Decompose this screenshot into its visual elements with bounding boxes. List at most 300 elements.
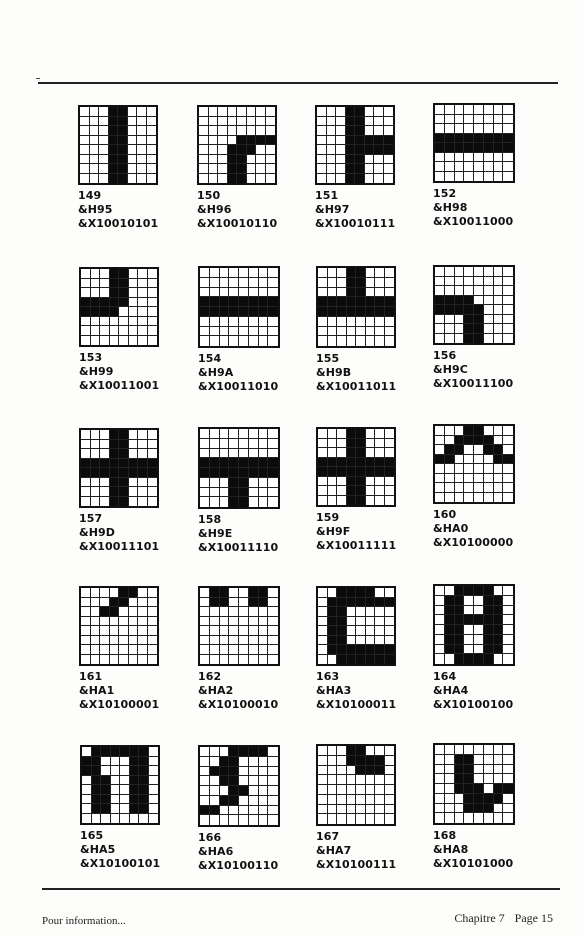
glyph-pixel <box>494 483 504 493</box>
glyph-pixel <box>347 439 357 449</box>
glyph-pixel <box>365 164 375 174</box>
glyph-pixel <box>81 317 91 327</box>
glyph-pixel <box>239 598 249 608</box>
glyph-pixel <box>268 655 278 665</box>
glyph-pixel <box>385 775 395 785</box>
glyph-pixel <box>82 814 92 824</box>
glyph-pixel <box>435 813 445 823</box>
glyph-pixel <box>268 626 278 636</box>
glyph-pixel <box>110 449 120 459</box>
glyph-pixel <box>455 464 465 474</box>
glyph-pixel <box>503 115 513 125</box>
glyph-pixel <box>81 298 91 308</box>
glyph-pixel <box>318 766 328 776</box>
glyph-pixel <box>318 486 328 496</box>
glyph-pixel <box>455 296 465 306</box>
glyph-pixel <box>494 115 504 125</box>
glyph-pixel <box>455 483 465 493</box>
glyph-pixel <box>445 615 455 625</box>
glyph-pixel <box>268 307 278 317</box>
glyph-pixel <box>484 277 494 287</box>
glyph-pixel <box>256 155 266 165</box>
glyph-pixel <box>220 626 230 636</box>
glyph-pixel <box>356 307 366 317</box>
glyph-pixel <box>110 468 120 478</box>
glyph-pixel <box>210 278 220 288</box>
glyph-pixel <box>139 795 149 805</box>
character-cell <box>198 427 298 555</box>
char-code: 159 <box>316 511 340 524</box>
glyph-pixel <box>455 445 465 455</box>
glyph-pixel <box>455 813 465 823</box>
glyph-pixel <box>91 459 101 469</box>
glyph-pixel <box>503 124 513 134</box>
glyph-pixel <box>148 326 158 336</box>
glyph-pixel <box>337 655 347 665</box>
glyph-pixel <box>259 786 269 796</box>
glyph-pixel <box>119 459 129 469</box>
glyph-pixel <box>455 455 465 465</box>
char-code: 164 <box>433 670 457 683</box>
glyph-pixel <box>385 297 395 307</box>
glyph-pixel <box>455 286 465 296</box>
glyph-pixel <box>328 336 338 346</box>
glyph-pixel <box>464 124 474 134</box>
glyph-pixel <box>503 455 513 465</box>
char-hex: &H9B <box>316 366 352 379</box>
glyph-grid <box>316 266 396 348</box>
glyph-pixel <box>249 796 259 806</box>
glyph-pixel <box>220 488 230 498</box>
glyph-pixel <box>385 746 395 756</box>
glyph-pixel <box>92 776 102 786</box>
glyph-pixel <box>503 436 513 446</box>
glyph-pixel <box>385 655 395 665</box>
glyph-pixel <box>239 636 249 646</box>
glyph-pixel <box>110 588 120 598</box>
glyph-pixel <box>218 164 228 174</box>
glyph-pixel <box>210 607 220 617</box>
glyph-pixel <box>91 298 101 308</box>
glyph-pixel <box>347 746 357 756</box>
glyph-pixel <box>118 164 128 174</box>
glyph-pixel <box>328 317 338 327</box>
glyph-pixel <box>210 497 220 507</box>
glyph-pixel <box>239 815 249 825</box>
glyph-pixel <box>356 645 366 655</box>
glyph-pixel <box>474 286 484 296</box>
glyph-pixel <box>328 805 338 815</box>
glyph-pixel <box>239 626 249 636</box>
glyph-pixel <box>128 164 138 174</box>
glyph-pixel <box>91 645 101 655</box>
glyph-pixel <box>435 334 445 344</box>
glyph-pixel <box>118 117 128 127</box>
glyph-pixel <box>220 607 230 617</box>
character-cell <box>433 743 533 871</box>
glyph-pixel <box>268 806 278 816</box>
glyph-pixel <box>484 813 494 823</box>
glyph-pixel <box>239 645 249 655</box>
glyph-pixel <box>200 297 210 307</box>
glyph-pixel <box>138 478 148 488</box>
glyph-pixel <box>229 617 239 627</box>
glyph-pixel <box>385 814 395 824</box>
glyph-pixel <box>210 598 220 608</box>
glyph-pixel <box>328 486 338 496</box>
glyph-pixel <box>148 336 158 346</box>
glyph-pixel <box>129 317 139 327</box>
glyph-pixel <box>366 486 376 496</box>
glyph-pixel <box>328 467 338 477</box>
glyph-pixel <box>455 153 465 163</box>
glyph-pixel <box>455 162 465 172</box>
glyph-pixel <box>109 145 119 155</box>
glyph-pixel <box>81 617 91 627</box>
glyph-pixel <box>91 617 101 627</box>
glyph-pixel <box>356 336 366 346</box>
glyph-pixel <box>119 279 129 289</box>
glyph-pixel <box>484 483 494 493</box>
glyph-pixel <box>385 327 395 337</box>
glyph-pixel <box>347 785 357 795</box>
glyph-pixel <box>474 153 484 163</box>
glyph-pixel <box>229 776 239 786</box>
glyph-pixel <box>129 459 139 469</box>
glyph-pixel <box>218 174 228 184</box>
glyph-pixel <box>110 288 120 298</box>
glyph-pixel <box>356 766 366 776</box>
char-bin: &X10010101 <box>78 217 159 230</box>
glyph-pixel <box>484 794 494 804</box>
glyph-grid <box>198 745 280 827</box>
glyph-pixel <box>455 426 465 436</box>
glyph-pixel <box>100 468 110 478</box>
glyph-pixel <box>259 488 269 498</box>
glyph-pixel <box>129 336 139 346</box>
glyph-pixel <box>347 814 357 824</box>
glyph-pixel <box>148 269 158 279</box>
glyph-pixel <box>268 767 278 777</box>
glyph-pixel <box>118 136 128 146</box>
glyph-pixel <box>229 458 239 468</box>
glyph-pixel <box>220 796 230 806</box>
glyph-pixel <box>147 107 157 117</box>
glyph-pixel <box>200 815 210 825</box>
glyph-pixel <box>328 429 338 439</box>
glyph-pixel <box>385 307 395 317</box>
glyph-pixel <box>464 334 474 344</box>
glyph-pixel <box>375 429 385 439</box>
glyph-pixel <box>474 324 484 334</box>
glyph-pixel <box>259 626 269 636</box>
glyph-pixel <box>374 164 384 174</box>
glyph-pixel <box>100 588 110 598</box>
glyph-pixel <box>464 464 474 474</box>
glyph-pixel <box>92 766 102 776</box>
glyph-pixel <box>494 784 504 794</box>
char-bin: &X10011000 <box>433 215 514 228</box>
glyph-pixel <box>445 464 455 474</box>
glyph-pixel <box>210 429 220 439</box>
glyph-pixel <box>259 747 269 757</box>
glyph-pixel <box>82 804 92 814</box>
glyph-pixel <box>366 795 376 805</box>
glyph-pixel <box>220 786 230 796</box>
glyph-pixel <box>328 626 338 636</box>
glyph-pixel <box>220 439 230 449</box>
glyph-pixel <box>91 326 101 336</box>
glyph-pixel <box>484 606 494 616</box>
glyph-pixel <box>494 445 504 455</box>
glyph-pixel <box>365 174 375 184</box>
glyph-pixel <box>120 785 130 795</box>
glyph-pixel <box>484 745 494 755</box>
character-cell <box>316 586 416 712</box>
glyph-pixel <box>455 804 465 814</box>
glyph-pixel <box>484 286 494 296</box>
char-hex: &HA2 <box>198 684 234 697</box>
glyph-pixel <box>503 315 513 325</box>
glyph-pixel <box>366 775 376 785</box>
glyph-pixel <box>445 445 455 455</box>
glyph-pixel <box>484 134 494 144</box>
glyph-pixel <box>266 164 276 174</box>
glyph-pixel <box>385 288 395 298</box>
glyph-pixel <box>220 449 230 459</box>
char-bin: &X10011110 <box>198 541 279 554</box>
glyph-pixel <box>228 126 238 136</box>
glyph-pixel <box>494 755 504 765</box>
glyph-pixel <box>111 804 121 814</box>
glyph-pixel <box>484 124 494 134</box>
glyph-pixel <box>130 766 140 776</box>
character-cell <box>197 105 297 231</box>
glyph-pixel <box>259 617 269 627</box>
glyph-pixel <box>375 795 385 805</box>
glyph-pixel <box>346 145 356 155</box>
glyph-pixel <box>229 478 239 488</box>
glyph-pixel <box>200 655 210 665</box>
glyph-pixel <box>229 786 239 796</box>
glyph-pixel <box>220 655 230 665</box>
glyph-pixel <box>494 267 504 277</box>
glyph-pixel <box>337 268 347 278</box>
glyph-pixel <box>356 588 366 598</box>
glyph-pixel <box>259 645 269 655</box>
glyph-pixel <box>256 145 266 155</box>
glyph-pixel <box>445 105 455 115</box>
char-bin: &X10100110 <box>198 859 279 872</box>
glyph-pixel <box>118 174 128 184</box>
glyph-pixel <box>100 645 110 655</box>
glyph-pixel <box>249 317 259 327</box>
glyph-pixel <box>347 626 357 636</box>
glyph-pixel <box>503 606 513 616</box>
glyph-pixel <box>385 607 395 617</box>
glyph-pixel <box>474 784 484 794</box>
glyph-pixel <box>110 317 120 327</box>
glyph-pixel <box>200 617 210 627</box>
glyph-pixel <box>464 606 474 616</box>
glyph-pixel <box>239 307 249 317</box>
glyph-pixel <box>148 430 158 440</box>
glyph-pixel <box>99 117 109 127</box>
glyph-pixel <box>356 496 366 506</box>
glyph-pixel <box>129 326 139 336</box>
glyph-pixel <box>111 766 121 776</box>
glyph-pixel <box>268 458 278 468</box>
glyph-pixel <box>130 785 140 795</box>
glyph-pixel <box>80 136 90 146</box>
glyph-pixel <box>237 136 247 146</box>
glyph-pixel <box>327 117 337 127</box>
glyph-pixel <box>503 162 513 172</box>
glyph-pixel <box>484 586 494 596</box>
glyph-pixel <box>435 124 445 134</box>
glyph-pixel <box>228 164 238 174</box>
glyph-pixel <box>237 174 247 184</box>
glyph-pixel <box>455 334 465 344</box>
glyph-pixel <box>464 654 474 664</box>
glyph-pixel <box>375 327 385 337</box>
glyph-pixel <box>81 430 91 440</box>
glyph-pixel <box>111 814 121 824</box>
glyph-pixel <box>455 143 465 153</box>
glyph-pixel <box>129 497 139 507</box>
glyph-pixel <box>464 635 474 645</box>
glyph-pixel <box>474 645 484 655</box>
glyph-pixel <box>474 426 484 436</box>
glyph-pixel <box>366 814 376 824</box>
glyph-pixel <box>318 448 328 458</box>
glyph-pixel <box>347 278 357 288</box>
glyph-pixel <box>139 804 149 814</box>
glyph-grid <box>79 428 159 508</box>
glyph-pixel <box>375 636 385 646</box>
glyph-pixel <box>149 747 159 757</box>
glyph-pixel <box>129 307 139 317</box>
glyph-pixel <box>239 336 249 346</box>
glyph-pixel <box>356 617 366 627</box>
glyph-pixel <box>346 174 356 184</box>
glyph-pixel <box>137 145 147 155</box>
glyph-pixel <box>445 115 455 125</box>
glyph-pixel <box>474 654 484 664</box>
glyph-pixel <box>435 654 445 664</box>
glyph-pixel <box>346 117 356 127</box>
glyph-pixel <box>474 745 484 755</box>
character-cell <box>198 586 298 712</box>
glyph-grid <box>80 745 160 825</box>
glyph-pixel <box>328 496 338 506</box>
glyph-pixel <box>237 117 247 127</box>
glyph-pixel <box>445 784 455 794</box>
glyph-pixel <box>347 429 357 439</box>
glyph-pixel <box>200 607 210 617</box>
glyph-pixel <box>375 458 385 468</box>
glyph-pixel <box>337 598 347 608</box>
glyph-pixel <box>455 596 465 606</box>
glyph-pixel <box>218 107 228 117</box>
glyph-pixel <box>455 794 465 804</box>
glyph-pixel <box>268 786 278 796</box>
glyph-pixel <box>503 635 513 645</box>
glyph-pixel <box>110 298 120 308</box>
glyph-pixel <box>138 440 148 450</box>
glyph-pixel <box>239 327 249 337</box>
glyph-pixel <box>385 626 395 636</box>
glyph-pixel <box>200 757 210 767</box>
glyph-pixel <box>494 606 504 616</box>
glyph-pixel <box>445 794 455 804</box>
glyph-pixel <box>119 440 129 450</box>
glyph-pixel <box>356 327 366 337</box>
glyph-pixel <box>474 755 484 765</box>
glyph-pixel <box>445 315 455 325</box>
glyph-pixel <box>210 588 220 598</box>
glyph-pixel <box>220 497 230 507</box>
glyph-pixel <box>119 636 129 646</box>
glyph-pixel <box>129 279 139 289</box>
glyph-pixel <box>337 439 347 449</box>
glyph-pixel <box>327 136 337 146</box>
char-bin: &X10011011 <box>316 380 397 393</box>
glyph-pixel <box>484 267 494 277</box>
glyph-pixel <box>347 598 357 608</box>
glyph-pixel <box>91 336 101 346</box>
glyph-pixel <box>385 636 395 646</box>
glyph-pixel <box>328 288 338 298</box>
glyph-pixel <box>474 115 484 125</box>
glyph-pixel <box>220 776 230 786</box>
glyph-pixel <box>110 326 120 336</box>
glyph-pixel <box>503 596 513 606</box>
glyph-pixel <box>494 124 504 134</box>
glyph-pixel <box>328 588 338 598</box>
glyph-pixel <box>375 814 385 824</box>
glyph-pixel <box>474 124 484 134</box>
footer-note: Pour information... <box>42 915 126 927</box>
glyph-pixel <box>118 145 128 155</box>
glyph-pixel <box>129 440 139 450</box>
glyph-pixel <box>239 747 249 757</box>
glyph-pixel <box>200 458 210 468</box>
glyph-pixel <box>464 755 474 765</box>
glyph-pixel <box>385 598 395 608</box>
glyph-pixel <box>109 107 119 117</box>
glyph-pixel <box>247 126 257 136</box>
glyph-pixel <box>347 268 357 278</box>
glyph-pixel <box>337 467 347 477</box>
char-code: 163 <box>316 670 340 683</box>
glyph-pixel <box>128 145 138 155</box>
glyph-pixel <box>229 327 239 337</box>
glyph-pixel <box>118 155 128 165</box>
glyph-pixel <box>474 315 484 325</box>
glyph-pixel <box>149 785 159 795</box>
glyph-pixel <box>494 162 504 172</box>
glyph-pixel <box>318 477 328 487</box>
glyph-pixel <box>356 805 366 815</box>
glyph-pixel <box>138 317 148 327</box>
char-hex: &H97 <box>315 203 350 216</box>
glyph-pixel <box>435 586 445 596</box>
glyph-pixel <box>210 815 220 825</box>
glyph-pixel <box>435 324 445 334</box>
glyph-pixel <box>328 327 338 337</box>
glyph-pixel <box>317 155 327 165</box>
